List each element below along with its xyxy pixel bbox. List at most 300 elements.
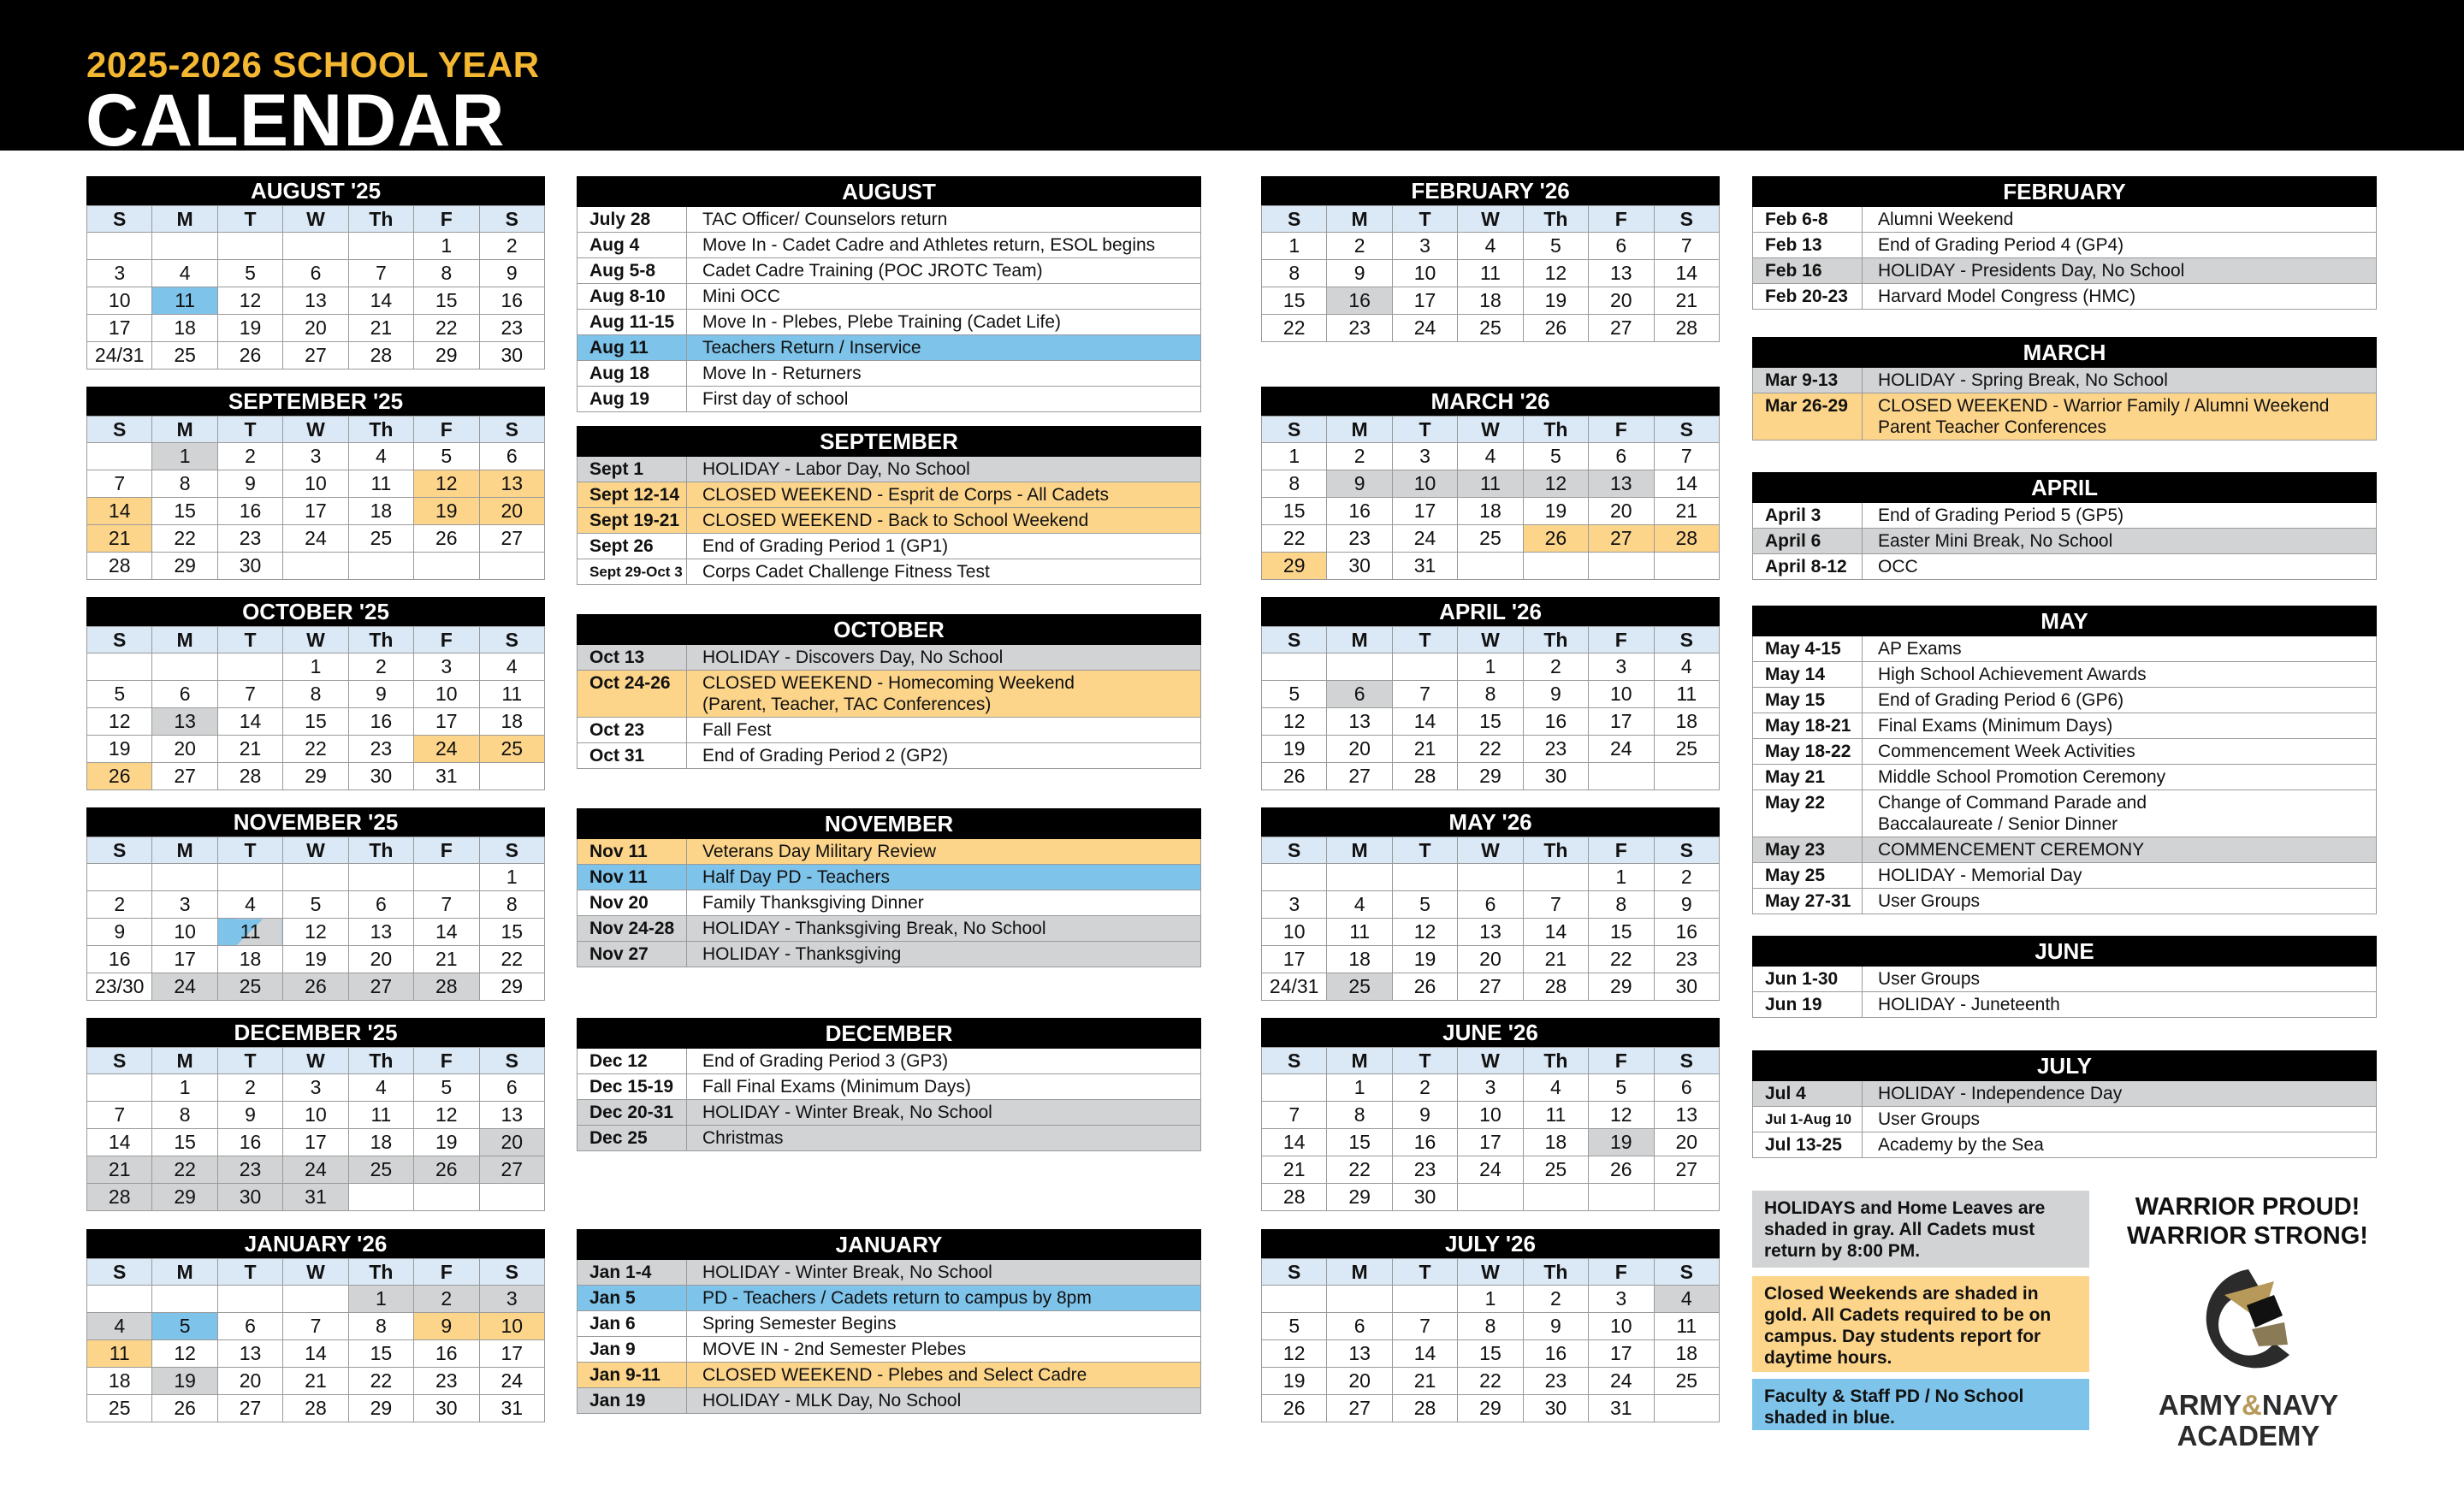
event-row [577, 534, 1201, 559]
day-cell: 31 [1392, 553, 1457, 580]
day-cell: 23 [1523, 1368, 1588, 1395]
month-grid [86, 1258, 545, 1422]
day-cell: 31 [479, 1395, 544, 1422]
day-cell: 25 [1327, 973, 1392, 1001]
day-cell: 30 [1392, 1184, 1457, 1211]
day-cell [479, 553, 544, 580]
week-row [1262, 736, 1720, 763]
day-cell: 6 [152, 681, 217, 708]
day-cell: 27 [479, 525, 544, 553]
event-date: Dec 25 [578, 1126, 687, 1150]
event-row [1752, 368, 2377, 393]
day-cell: 30 [414, 1395, 479, 1422]
day-cell: 16 [217, 498, 282, 525]
month-title: APRIL '26 [1261, 597, 1720, 626]
day-cell: 5 [414, 443, 479, 470]
day-cell: 29 [348, 1395, 413, 1422]
day-cell: 22 [414, 315, 479, 342]
day-cell: 3 [1392, 233, 1457, 260]
day-cell: 18 [217, 946, 282, 973]
week-row [1262, 260, 1720, 287]
event-list [1752, 606, 2377, 914]
day-cell: 17 [1392, 498, 1457, 525]
day-cell: 17 [414, 708, 479, 736]
weekday-header: T [1392, 417, 1457, 443]
event-list [577, 1229, 1201, 1414]
event-description: Spring Semester Begins [702, 1314, 897, 1333]
page-title: CALENDAR [86, 80, 506, 162]
week-row [1262, 864, 1720, 891]
weekday-header: S [479, 1259, 544, 1286]
event-date: Feb 13 [1753, 233, 1863, 257]
helmet-icon [2146, 1261, 2351, 1389]
day-cell: 14 [87, 1129, 152, 1156]
event-date: Jan 19 [578, 1388, 687, 1413]
day-cell: 8 [152, 1102, 217, 1129]
day-cell: 25 [217, 973, 282, 1001]
event-row [577, 335, 1201, 361]
event-date: April 3 [1753, 503, 1863, 528]
event-date: May 23 [1753, 837, 1863, 862]
event-description: End of Grading Period 3 (GP3) [702, 1051, 949, 1071]
day-cell: 7 [87, 1102, 152, 1129]
day-cell: 3 [87, 260, 152, 287]
event-list [1752, 936, 2377, 1018]
week-row [87, 1074, 545, 1102]
week-row [87, 470, 545, 498]
weekday-header: S [1654, 417, 1719, 443]
day-cell: 4 [1327, 891, 1392, 919]
event-list-title: SEPTEMBER [577, 426, 1201, 457]
day-cell: 8 [1262, 470, 1327, 498]
day-cell: 29 [1262, 553, 1327, 580]
event-description: HOLIDAY - Winter Break, No School [702, 1262, 992, 1282]
day-cell: 14 [1392, 708, 1457, 736]
day-cell: 28 [414, 973, 479, 1001]
day-cell: 10 [283, 470, 348, 498]
day-cell: 20 [348, 946, 413, 973]
day-cell: 10 [1262, 919, 1327, 946]
day-cell: 10 [1392, 470, 1457, 498]
day-cell: 16 [479, 287, 544, 315]
day-cell: 10 [1458, 1102, 1523, 1129]
day-cell: 5 [1523, 233, 1588, 260]
event-date: Aug 5-8 [578, 258, 687, 283]
day-cell: 2 [1654, 864, 1719, 891]
day-cell: 31 [283, 1184, 348, 1211]
event-description: First day of school [702, 389, 849, 409]
day-cell: 24 [152, 973, 217, 1001]
weekday-header: S [479, 206, 544, 233]
day-cell: 20 [1458, 946, 1523, 973]
day-cell: 3 [283, 443, 348, 470]
month-calendar [1261, 1018, 1720, 1211]
day-cell: 1 [1327, 1074, 1392, 1102]
event-row [577, 1260, 1201, 1286]
day-cell [283, 864, 348, 891]
week-row [87, 1395, 545, 1422]
day-cell: 10 [479, 1313, 544, 1340]
event-date: Nov 20 [578, 890, 687, 915]
day-cell: 20 [1327, 1368, 1392, 1395]
weekday-header: S [479, 837, 544, 864]
day-cell: 13 [1589, 470, 1654, 498]
day-cell: 7 [1392, 681, 1457, 708]
motto-line-2: WARRIOR STRONG! [2127, 1222, 2368, 1250]
day-cell: 8 [414, 260, 479, 287]
week-row [87, 287, 545, 315]
event-row [1752, 1132, 2377, 1158]
month-title: JULY '26 [1261, 1229, 1720, 1258]
day-cell: 15 [348, 1340, 413, 1368]
day-cell: 13 [479, 1102, 544, 1129]
day-cell: 11 [1458, 470, 1523, 498]
day-cell: 16 [217, 1129, 282, 1156]
day-cell: 8 [1589, 891, 1654, 919]
event-description: Middle School Promotion Ceremony [1878, 767, 2166, 787]
day-cell: 17 [1589, 1340, 1654, 1368]
weekday-header: F [1589, 1259, 1654, 1286]
weekday-header: Th [1523, 417, 1588, 443]
event-description: HOLIDAY - Memorial Day [1878, 866, 2082, 885]
logo-word-academy: ACADEMY [2177, 1420, 2320, 1452]
day-cell: 26 [152, 1395, 217, 1422]
weekday-header: T [217, 1048, 282, 1074]
day-cell: 6 [283, 260, 348, 287]
day-cell: 14 [414, 919, 479, 946]
event-description: COMMENCEMENT CEREMONY [1878, 840, 2145, 860]
day-cell: 14 [1654, 260, 1719, 287]
event-list-title: JUNE [1752, 936, 2377, 967]
day-cell: 30 [348, 763, 413, 790]
month-title: AUGUST '25 [86, 176, 545, 205]
day-cell: 7 [1392, 1313, 1457, 1340]
day-cell: 12 [414, 470, 479, 498]
day-cell: 16 [1327, 498, 1392, 525]
event-row [1752, 393, 2377, 441]
day-cell [348, 1184, 413, 1211]
day-cell: 28 [1262, 1184, 1327, 1211]
day-cell: 26 [1523, 525, 1588, 553]
day-cell: 15 [1327, 1129, 1392, 1156]
day-cell: 21 [1654, 287, 1719, 315]
month-calendar [1261, 387, 1720, 580]
event-row [1752, 739, 2377, 765]
event-description: Teachers Return / Inservice [702, 338, 921, 358]
weekday-header: S [1654, 837, 1719, 864]
day-cell: 24 [1392, 315, 1457, 342]
event-row [1752, 1107, 2377, 1132]
day-cell: 15 [152, 498, 217, 525]
day-cell: 3 [414, 653, 479, 681]
event-list [577, 176, 1201, 412]
event-row [1752, 662, 2377, 688]
day-cell: 19 [152, 1368, 217, 1395]
day-cell: 21 [1262, 1156, 1327, 1184]
day-cell: 14 [217, 708, 282, 736]
event-date: Mar 26-29 [1753, 393, 1863, 440]
weekday-header: Th [1523, 837, 1588, 864]
day-cell: 4 [1523, 1074, 1588, 1102]
event-description: Christmas [702, 1128, 784, 1148]
day-cell: 9 [348, 681, 413, 708]
day-cell: 14 [1523, 919, 1588, 946]
day-cell: 24/31 [1262, 973, 1327, 1001]
event-description: Move In - Cadet Cadre and Athletes return, ESOL begins [702, 235, 1156, 255]
week-row [87, 1156, 545, 1184]
day-cell [217, 233, 282, 260]
day-cell: 6 [1589, 443, 1654, 470]
event-row [577, 1126, 1201, 1151]
day-cell: 2 [414, 1286, 479, 1313]
month-calendar [1261, 807, 1720, 1001]
month-title: MAY '26 [1261, 807, 1720, 837]
day-cell [348, 233, 413, 260]
event-row [577, 916, 1201, 942]
week-row [1262, 1074, 1720, 1102]
day-cell: 5 [1262, 681, 1327, 708]
day-cell: 4 [479, 653, 544, 681]
day-cell: 12 [1392, 919, 1457, 946]
logo-ampersand: & [2242, 1389, 2262, 1421]
event-description: Harvard Model Congress (HMC) [1878, 287, 2136, 306]
day-cell: 26 [1262, 763, 1327, 790]
day-cell: 19 [87, 736, 152, 763]
day-cell: 20 [479, 498, 544, 525]
day-cell: 23 [1523, 736, 1588, 763]
day-cell [1458, 864, 1523, 891]
day-cell: 4 [1458, 443, 1523, 470]
event-date: Oct 31 [578, 743, 687, 768]
week-row [87, 919, 545, 946]
day-cell: 16 [87, 946, 152, 973]
weekday-header: Th [348, 1259, 413, 1286]
day-cell: 18 [1654, 708, 1719, 736]
day-cell: 1 [1262, 233, 1327, 260]
event-row [577, 743, 1201, 769]
event-date: Aug 19 [578, 387, 687, 411]
event-description: Half Day PD - Teachers [702, 867, 891, 887]
day-cell: 21 [1392, 736, 1457, 763]
event-date: Jun 1-30 [1753, 967, 1863, 991]
day-cell: 6 [217, 1313, 282, 1340]
week-row [1262, 1156, 1720, 1184]
day-cell: 12 [1262, 708, 1327, 736]
day-cell: 27 [479, 1156, 544, 1184]
day-cell: 12 [414, 1102, 479, 1129]
event-list-title: AUGUST [577, 176, 1201, 207]
day-cell: 16 [1523, 1340, 1588, 1368]
day-cell [283, 553, 348, 580]
day-cell: 2 [479, 233, 544, 260]
weekday-header: S [87, 206, 152, 233]
day-cell: 19 [283, 946, 348, 973]
event-row [577, 1074, 1201, 1100]
weekday-header: M [1327, 1259, 1392, 1286]
day-cell: 17 [1458, 1129, 1523, 1156]
day-cell: 22 [152, 525, 217, 553]
day-cell: 12 [152, 1340, 217, 1368]
day-cell: 15 [1458, 1340, 1523, 1368]
week-row [87, 443, 545, 470]
event-description: CLOSED WEEKEND - Back to School Weekend [702, 511, 1089, 530]
day-cell: 27 [1327, 1395, 1392, 1422]
day-cell: 25 [479, 736, 544, 763]
week-row [87, 708, 545, 736]
weekday-header: W [283, 417, 348, 443]
event-description: HOLIDAY - Thanksgiving [702, 944, 902, 964]
event-date: Dec 20-31 [578, 1100, 687, 1125]
day-cell: 13 [217, 1340, 282, 1368]
week-row [1262, 443, 1720, 470]
month-title: MARCH '26 [1261, 387, 1720, 416]
week-row [1262, 681, 1720, 708]
event-description: HOLIDAY - Presidents Day, No School [1878, 261, 2185, 281]
event-date: Nov 11 [578, 839, 687, 864]
weekday-header: S [87, 627, 152, 653]
event-row [1752, 258, 2377, 284]
event-row [577, 865, 1201, 890]
event-description: Alumni Weekend [1878, 210, 2014, 229]
week-row [87, 315, 545, 342]
day-cell: 29 [1327, 1184, 1392, 1211]
week-row [87, 891, 545, 919]
day-cell [414, 553, 479, 580]
day-cell: 24 [479, 1368, 544, 1395]
day-cell: 7 [1654, 233, 1719, 260]
weekday-header: S [1262, 627, 1327, 653]
month-grid [1261, 837, 1720, 1001]
event-row [577, 839, 1201, 865]
event-description: HOLIDAY - Thanksgiving Break, No School [702, 919, 1046, 938]
event-list-title: OCTOBER [577, 614, 1201, 645]
event-description: OCC [1878, 557, 1918, 577]
event-row [1752, 992, 2377, 1018]
day-cell: 16 [1327, 287, 1392, 315]
month-grid [86, 837, 545, 1001]
day-cell: 21 [87, 1156, 152, 1184]
event-description: AP Exams [1878, 639, 1962, 659]
day-cell: 19 [1262, 736, 1327, 763]
day-cell: 2 [217, 443, 282, 470]
day-cell: 5 [87, 681, 152, 708]
week-row [1262, 653, 1720, 681]
event-row [577, 310, 1201, 335]
month-grid [86, 1047, 545, 1211]
day-cell: 2 [87, 891, 152, 919]
week-row [87, 1340, 545, 1368]
day-cell: 3 [479, 1286, 544, 1313]
day-cell [87, 653, 152, 681]
day-cell: 23 [414, 1368, 479, 1395]
event-description: Family Thanksgiving Dinner [702, 893, 924, 913]
day-cell: 1 [348, 1286, 413, 1313]
week-row [87, 260, 545, 287]
day-cell: 5 [1392, 891, 1457, 919]
event-description: Commencement Week Activities [1878, 742, 2135, 761]
day-cell: 28 [1392, 1395, 1457, 1422]
day-cell: 4 [87, 1313, 152, 1340]
event-row [1752, 529, 2377, 554]
event-row [577, 890, 1201, 916]
day-cell: 8 [479, 891, 544, 919]
event-description: Final Exams (Minimum Days) [1878, 716, 2113, 736]
day-cell: 1 [1262, 443, 1327, 470]
event-description: HOLIDAY - Spring Break, No School [1878, 370, 2168, 390]
day-cell: 25 [152, 342, 217, 370]
day-cell: 22 [1458, 736, 1523, 763]
day-cell [1262, 653, 1327, 681]
day-cell: 30 [1523, 763, 1588, 790]
event-date: April 6 [1753, 529, 1863, 553]
week-row [1262, 470, 1720, 498]
weekday-header: M [152, 627, 217, 653]
event-date: Dec 12 [578, 1049, 687, 1073]
day-cell: 9 [217, 470, 282, 498]
weekday-header: S [1262, 1259, 1327, 1286]
day-cell: 3 [1589, 653, 1654, 681]
weekday-header: W [283, 1259, 348, 1286]
day-cell: 22 [1589, 946, 1654, 973]
weekday-header: Th [348, 206, 413, 233]
month-title: NOVEMBER '25 [86, 807, 545, 837]
day-cell [1262, 1074, 1327, 1102]
weekday-header: T [1392, 837, 1457, 864]
event-row [1752, 713, 2377, 739]
day-cell: 27 [217, 1395, 282, 1422]
weekday-header: Th [348, 837, 413, 864]
event-row [1752, 554, 2377, 580]
day-cell: 25 [1654, 1368, 1719, 1395]
day-cell: 20 [152, 736, 217, 763]
day-cell: 3 [1262, 891, 1327, 919]
day-cell: 23 [217, 525, 282, 553]
day-cell: 27 [1458, 973, 1523, 1001]
event-description: User Groups [1878, 891, 1981, 911]
day-cell [87, 233, 152, 260]
day-cell: 15 [1262, 498, 1327, 525]
event-description: Fall Final Exams (Minimum Days) [702, 1077, 971, 1097]
weekday-header: M [1327, 627, 1392, 653]
event-row [577, 1388, 1201, 1414]
event-description: CLOSED WEEKEND - Warrior Family / Alumni Weekend Parent Teacher Conferences [1878, 396, 2330, 437]
week-row [1262, 1286, 1720, 1313]
day-cell [1654, 1395, 1719, 1422]
day-cell: 27 [348, 973, 413, 1001]
month-title: DECEMBER '25 [86, 1018, 545, 1047]
weekday-header: Th [1523, 206, 1588, 233]
day-cell: 19 [414, 1129, 479, 1156]
week-row [87, 498, 545, 525]
day-cell: 13 [1589, 260, 1654, 287]
event-row [577, 233, 1201, 258]
day-cell [1523, 1184, 1588, 1211]
event-date: Oct 24-26 [578, 671, 687, 717]
week-row [1262, 1313, 1720, 1340]
page-header [0, 0, 2464, 162]
event-description: Corps Cadet Challenge Fitness Test [702, 562, 990, 582]
day-cell: 12 [1523, 260, 1588, 287]
day-cell: 15 [479, 919, 544, 946]
day-cell: 28 [1654, 315, 1719, 342]
day-cell: 5 [152, 1313, 217, 1340]
weekday-header: S [87, 417, 152, 443]
event-list [577, 614, 1201, 769]
event-date: May 25 [1753, 863, 1863, 888]
day-cell: 2 [217, 1074, 282, 1102]
day-cell: 18 [1523, 1129, 1588, 1156]
day-cell: 23/30 [87, 973, 152, 1001]
